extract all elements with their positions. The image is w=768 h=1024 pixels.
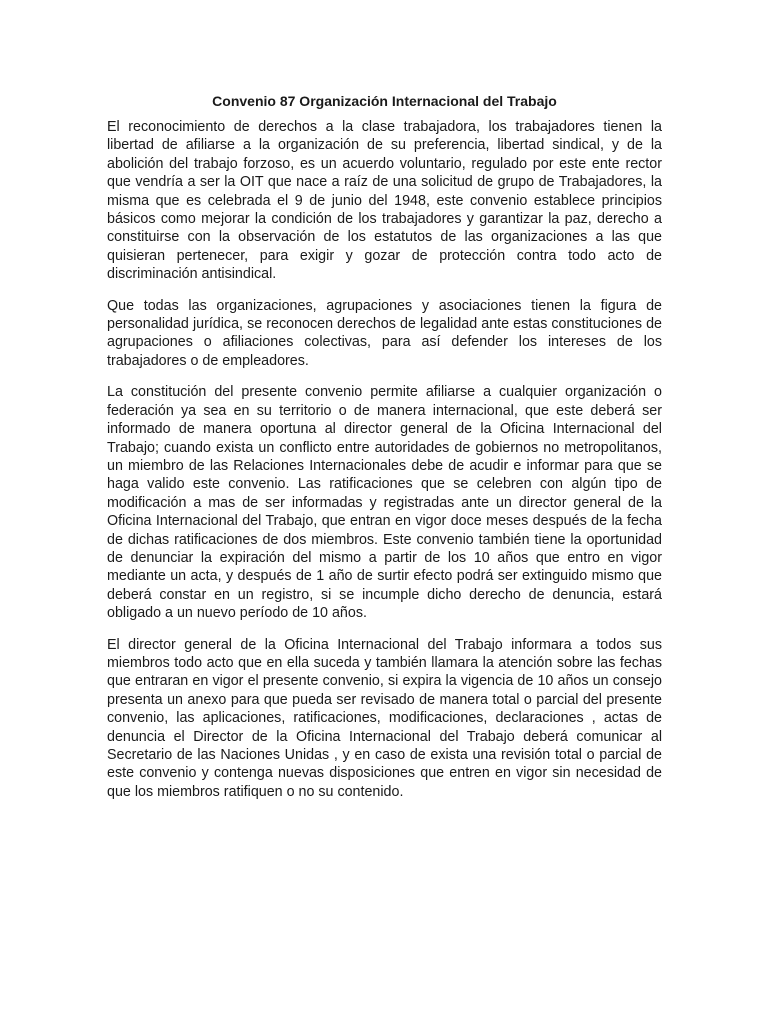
paragraph-3: La constitución del presente convenio permite afiliarse a cualquier organización o federación ya sea en su territorio o de manera internacional, que este deberá ser informado de manera oportuna al director general de la Oficina Internacional del Trabajo; cuando exista un conflicto entre autoridades de gobiernos no metropolitanos, un miembro de las Relaciones Internacionales debe de acudir e informar para que se haga valido este convenio. Las ratificaciones que se celebren con algún tipo de modificación a mas de ser informadas y registradas ante un director general de la Oficina Internacional del Trabajo, que entran en vigor doce meses después de la fecha de dichas ratificaciones de dos miembros. Este convenio también tiene la oportunidad de denunciar la expiración del mismo a partir de los 10 años que entro en vigor mediante un acta, y después de 1 año de surtir efecto podrá ser extinguido mismo que deberá constar en un registro, si se incumple dicho derecho de denuncia, estará obligado a un nuevo período de 10 años. bbox=[107, 384, 662, 622]
paragraph-4: El director general de la Oficina Internacional del Trabajo informara a todos sus miembros todo acto que en ella suceda y también llamara la atención sobre las fechas que entraran en vigor el presente convenio, si expira la vigencia de 10 años un consejo presenta un anexo para que pueda ser revisado de manera total o parcial del presente convenio, las aplicaciones, ratificaciones, modificaciones, declaraciones , actas de denuncia el Director de la Oficina Internacional del Trabajo deberá comunicar al Secretario de las Naciones Unidas , y en caso de exista una revisión total o parcial de este convenio y contenga nuevas disposiciones que entren en vigor sin necesidad de que los miembros ratifiquen o no su contenido. bbox=[107, 636, 662, 800]
paragraph-1: El reconocimiento de derechos a la clase trabajadora, los trabajadores tienen la libertad de afiliarse a la organización de su preferencia, libertad sindical, y de la abolición del trabajo forzoso, es un acuerdo voluntario, regulado por este ente rector que vendría a ser la OIT que nace a raíz de una solicitud de grupo de Trabajadores, la misma que es celebrada el 9 de junio del 1948, este convenio establece principios básicos como mejorar la condición de los trabajadores y garantizar la paz, derecho a constituirse con la observación de los estatutos de las organizaciones a las que quisieran pertenecer, para exigir y gozar de protección contra todo acto de discriminación antisindical. bbox=[107, 119, 662, 283]
paragraph-2: Que todas las organizaciones, agrupaciones y asociaciones tienen la figura de personalidad jurídica, se reconocen derechos de legalidad ante estas constituciones de agrupaciones o afiliaciones colectivas, para así defender los intereses de los trabajadores o de empleadores. bbox=[107, 297, 662, 369]
document-title: Convenio 87 Organización Internacional del Trabajo bbox=[212, 93, 557, 109]
document-page bbox=[107, 92, 662, 814]
